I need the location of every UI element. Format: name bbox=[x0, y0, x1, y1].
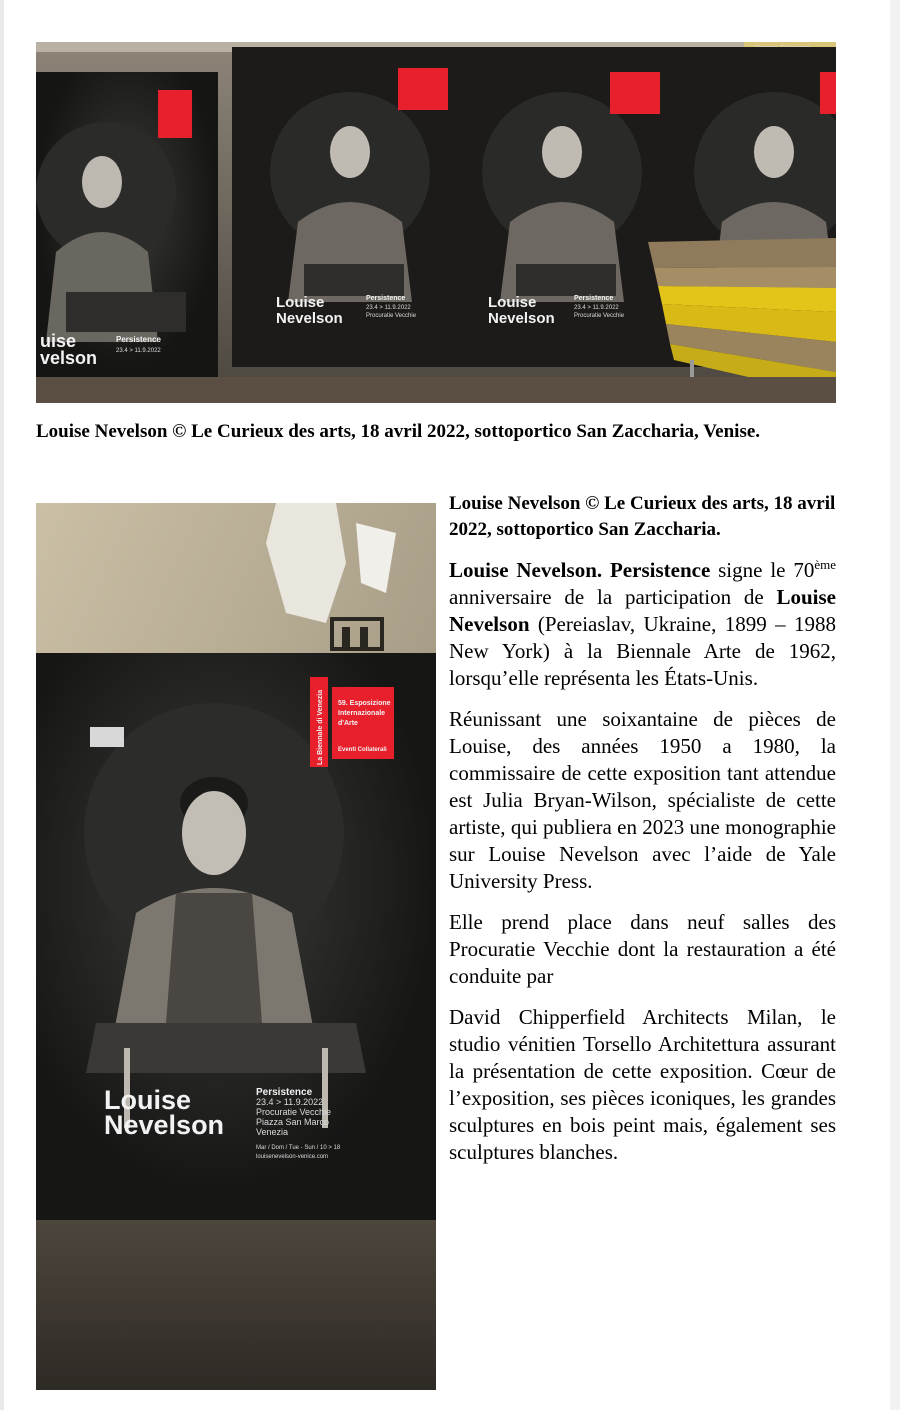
poster-hours: Mar / Dom / Tue - Sun / 10 > 18 bbox=[256, 1145, 341, 1151]
partial-name-1: uise bbox=[40, 331, 77, 351]
anniversary-suffix: ème bbox=[814, 557, 836, 572]
page-left-border bbox=[0, 0, 4, 1410]
photo-poster-closeup bbox=[36, 503, 436, 1390]
partial-title: Persistence bbox=[116, 335, 161, 344]
poster-venue-2: Piazza San Marco bbox=[256, 1117, 330, 1127]
poster-a-dates: 23.4 > 11.9.2022 bbox=[366, 305, 411, 311]
scrollbar-track[interactable] bbox=[890, 0, 900, 1410]
photo-posters-wall bbox=[36, 42, 836, 403]
biennale-line-4: Eventi Collaterali bbox=[338, 747, 387, 753]
photo-poster-closeup-image bbox=[36, 503, 436, 1390]
exhibition-title: Louise Nevelson. Persistence bbox=[449, 558, 711, 582]
poster-dates: 23.4 > 11.9.2022 bbox=[256, 1097, 324, 1107]
poster-b-name-1: Louise bbox=[488, 294, 537, 311]
poster-b-title: Persistence bbox=[574, 295, 614, 302]
poster-title: Persistence bbox=[256, 1087, 313, 1098]
poster-city: Venezia bbox=[256, 1127, 289, 1137]
artist-name: Louise Nevelson bbox=[449, 585, 836, 636]
poster-name-2: Nevelson bbox=[104, 1110, 225, 1140]
biennale-line-3: d'Arte bbox=[338, 720, 358, 727]
caption-side: Louise Nevelson © Le Curieux des arts, 18 avril 2022, sottoportico San Zaccharia. bbox=[449, 493, 836, 540]
poster-a-name-2: Nevelson bbox=[276, 310, 343, 327]
article-text-column bbox=[449, 491, 836, 1180]
para1-text-a: signe le bbox=[710, 558, 794, 582]
paragraph-1 bbox=[449, 557, 836, 692]
poster-url: louisenevelson-venice.com bbox=[256, 1154, 329, 1160]
poster-b-dates: 23.4 > 11.9.2022 bbox=[574, 305, 619, 311]
para1-text-c: (Pereiaslav, Ukraine, 1899 – 1988 New York) à la Biennale Arte de 1962, lorsqu’elle représenta les États-Unis. bbox=[449, 612, 836, 690]
paragraph-2: Réunissant une soixantaine de pièces de Louise, des années 1950 a 1980, la commissaire de cette exposition tant attendue est Julia Bryan-Wilson, spécialiste de cette artiste, qui publiera en 2023 une monographie sur Louise Nevelson avec l’aide de Yale University Press. bbox=[449, 707, 836, 893]
poster-b-venue1: Procuratie Vecchie bbox=[574, 313, 625, 319]
biennale-line-2: Internazionale bbox=[338, 710, 386, 717]
poster-a-title: Persistence bbox=[366, 295, 406, 302]
biennale-line-1: 59. Esposizione bbox=[338, 700, 391, 707]
partial-dates: 23.4 > 11.9.2022 bbox=[116, 348, 161, 354]
biennale-side-text: La Biennale di Venezia bbox=[317, 689, 324, 765]
paragraph-4: David Chipperfield Architects Milan, le studio vénitien Torsello Architettura assurant la présentation de cette exposition. Cœur de l’exposition, ses pièces iconiques, les grandes sculptures en bois peint mais, également ses sculptures blanches. bbox=[449, 1005, 836, 1164]
anniversary-number: 70 bbox=[793, 558, 815, 582]
caption-top: Louise Nevelson © Le Curieux des arts, 18 avril 2022, sottoportico San Zaccharia, Venise. bbox=[36, 421, 761, 442]
para1-text-b: anniversaire de la participation de bbox=[449, 585, 777, 609]
poster-name-1: Louise bbox=[104, 1085, 192, 1115]
poster-a-venue1: Procuratie Vecchie bbox=[366, 313, 417, 319]
poster-venue-1: Procuratie Vecchie bbox=[256, 1107, 332, 1117]
paragraph-3: Elle prend place dans neuf salles des Procuratie Vecchie dont la restauration a été conduite par bbox=[449, 910, 836, 988]
poster-b-name-2: Nevelson bbox=[488, 310, 555, 327]
photo-posters-wall-image bbox=[36, 42, 836, 403]
biennale-label bbox=[310, 677, 394, 767]
poster-a-name-1: Louise bbox=[276, 294, 325, 311]
partial-name-2: velson bbox=[40, 348, 98, 368]
